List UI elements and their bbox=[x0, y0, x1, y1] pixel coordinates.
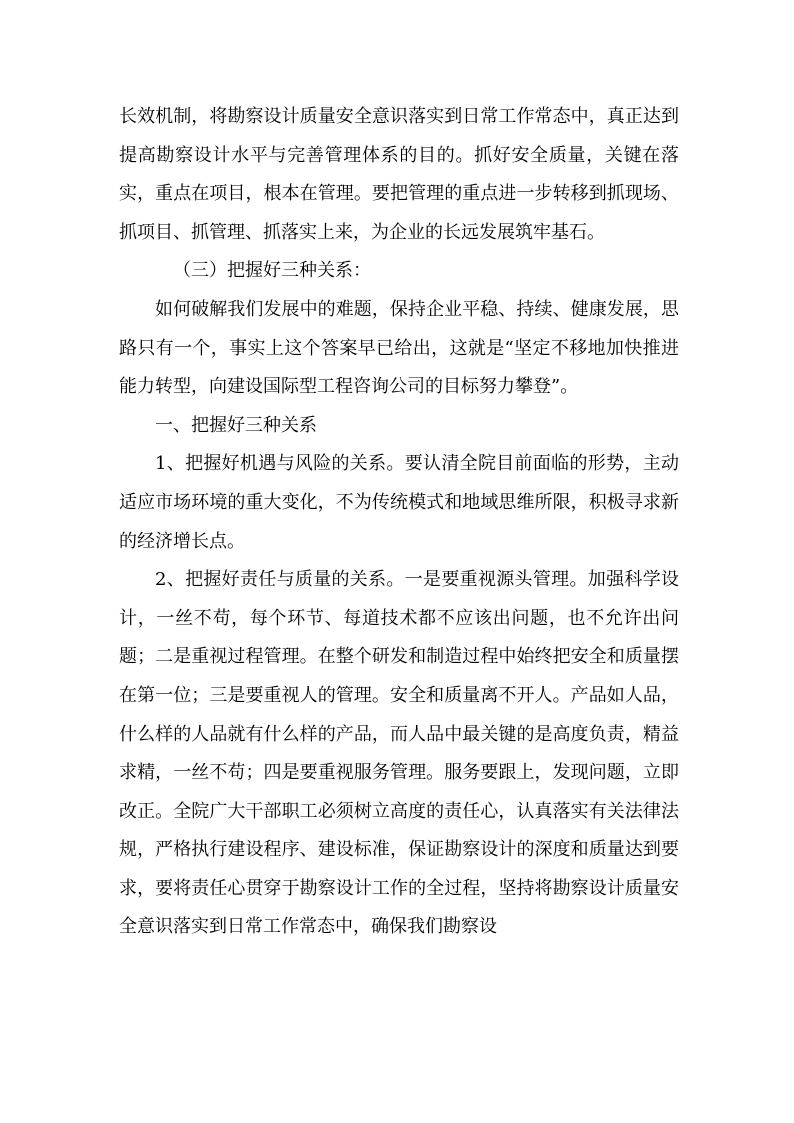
paragraph-responsibility-quality: 2、把握好责任与质量的关系。一是要重视源头管理。加强科学设计，一丝不苟，每个环节、每道技术都不应该出问题，也不允许出问题；二是重视过程管理。在整个研发和制造过程中始终把安全和质量摆在第一位；三是要重视人的管理。安全和质量离不开人。产品如人品，什么样的人品就有什么样的产品，而人品中最关键的是高度负责，精益求精，一丝不苟；四是要重视服务管理。服务要跟上，发现问题，立即改正。全院广大干部职工必须树立高度的责任心，认真落实有关法律法规，严格执行建设程序、建设标准，保证勘察设计的深度和质量达到要求，要将责任心贯穿于勘察设计工作的全过程，坚持将勘察设计质量安全意识落实到日常工作常态中，确保我们勘察设 bbox=[119, 569, 679, 938]
subheading-one: 一、把握好三种关系 bbox=[155, 414, 317, 436]
paragraph-continuation: 长效机制，将勘察设计质量安全意识落实到日常工作常态中，真正达到提高勘察设计水平与完善管理体系的目的。抓好安全质量，关键在落实，重点在项目，根本在管理。要把管理的重点进一步转移到抓现场、抓项目、抓管理、抓落实上来，为企业的长远发展筑牢基石。 bbox=[119, 106, 679, 243]
section-heading-three-relations: （三）把握好三种关系： bbox=[173, 260, 371, 282]
paragraph-development-question: 如何破解我们发展中的难题，保持企业平稳、持续、健康发展，思路只有一个，事实上这个答案早已给出，这就是“坚定不移地加快推进能力转型，向建设国际型工程咨询公司的目标努力攀登”。 bbox=[119, 298, 679, 398]
document-page bbox=[119, 98, 679, 947]
paragraph-opportunity-risk: 1、把握好机遇与风险的关系。要认清全院目前面临的形势，主动适应市场环境的重大变化，不为传统模式和地域思维所限，积极寻求新的经济增长点。 bbox=[119, 453, 679, 552]
